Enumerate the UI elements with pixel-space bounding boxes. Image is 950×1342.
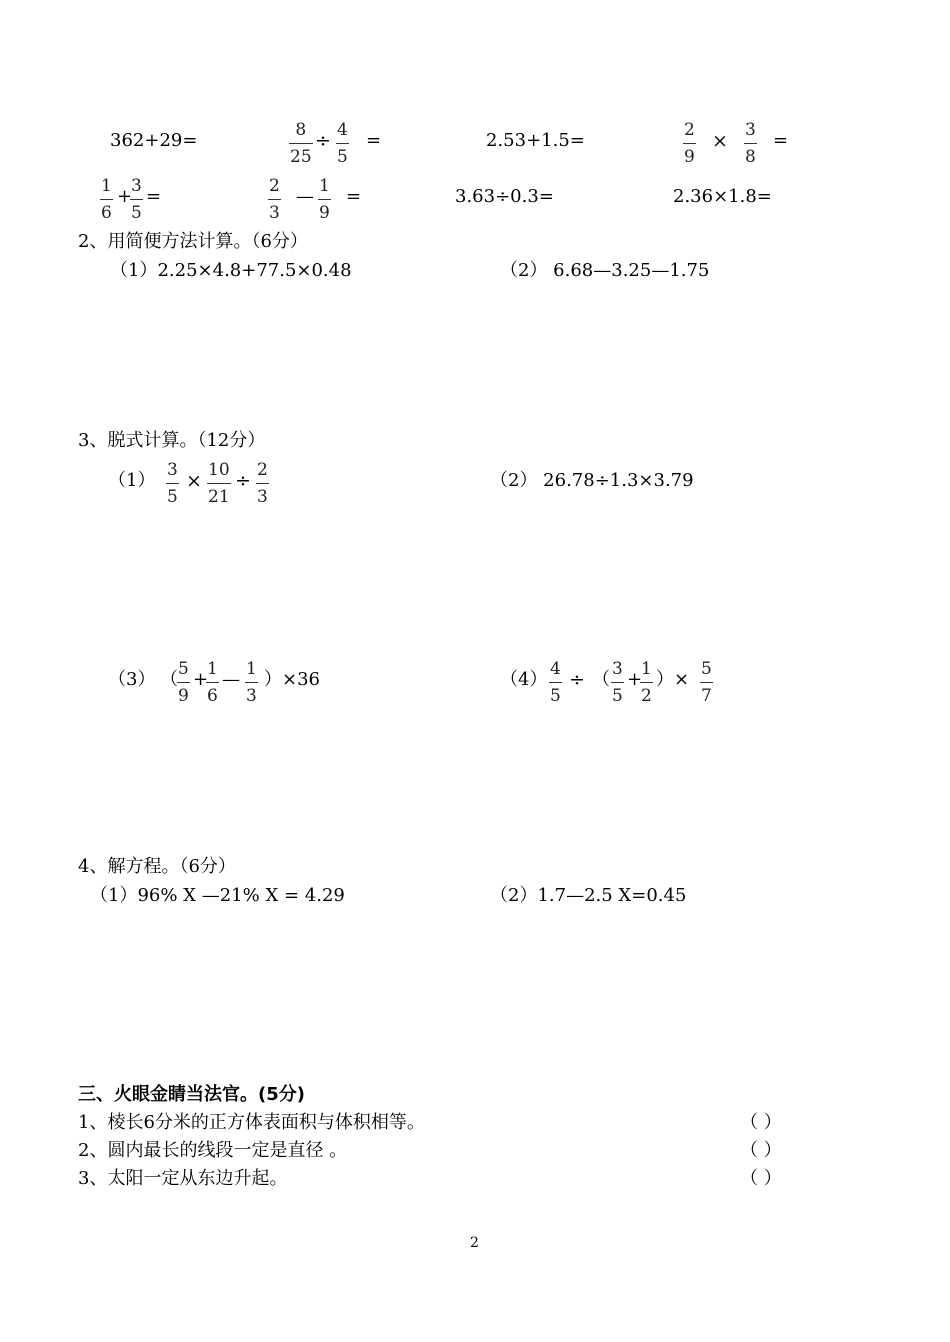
section-3-q3-label: （3）	[108, 669, 156, 690]
section-4-heading: 4、解方程。（6分）	[78, 856, 236, 877]
operator-multiply: ×	[186, 470, 202, 492]
fraction-2-3: 2 3	[269, 176, 280, 223]
equals-sign: =	[366, 130, 382, 151]
close-paren-times-36: ）×36	[264, 669, 320, 690]
fraction-4-5: 4 5	[337, 120, 348, 167]
fraction-1-9: 1 9	[319, 176, 330, 223]
judge-answer-blank-1[interactable]: （ ）	[740, 1112, 782, 1133]
open-paren: （	[160, 669, 178, 690]
numerator: 8	[295, 120, 307, 140]
fraction-10-21: 10 21	[208, 460, 230, 507]
fraction-4-5: 4 5	[550, 659, 561, 706]
judge-answer-blank-3[interactable]: （ ）	[740, 1168, 782, 1189]
fraction-8-25	[289, 122, 313, 166]
section-3-q4-label: （4）	[500, 669, 548, 690]
section-2-question-1: （1）2.25×4.8+77.5×0.48	[110, 260, 352, 281]
operator-divide: ÷	[569, 669, 585, 691]
problem-3-63-div-0-3: 3.63÷0.3=	[455, 186, 554, 207]
operator-divide: ÷	[315, 130, 331, 152]
operator-minus: —	[296, 186, 314, 207]
section-3-question-2: （2） 26.78÷1.3×3.79	[490, 470, 694, 491]
section-4-question-1: （1）96% X —21% X = 4.29	[90, 885, 345, 906]
operator-plus: +	[627, 669, 643, 690]
fraction-2-3: 2 3	[257, 460, 268, 507]
judge-item-3: 3、太阳一定从东边升起。	[78, 1168, 288, 1189]
equals-sign: =	[773, 130, 789, 151]
fraction-3-5: 3 5	[167, 460, 178, 507]
open-paren: （	[592, 669, 610, 690]
problem-2-36-times-1-8: 2.36×1.8=	[673, 186, 772, 207]
operator-minus: —	[222, 669, 240, 690]
operator-plus: +	[193, 669, 209, 690]
judge-item-1: 1、棱长6分米的正方体表面积与体积相等。	[78, 1112, 425, 1133]
fraction-1-3: 1 3	[246, 659, 257, 706]
section-2-question-2: （2） 6.68—3.25—1.75	[500, 260, 710, 281]
section-3-heading: 3、脱式计算。（12分）	[78, 430, 266, 451]
fraction-3-8: 3 8	[745, 120, 756, 167]
operator-multiply: ×	[712, 130, 728, 152]
fraction-5-7: 5 7	[701, 659, 712, 706]
operator-divide: ÷	[235, 470, 251, 492]
fraction-3-5: 3 5	[131, 176, 142, 223]
section-3-q1-label: （1）	[108, 470, 156, 491]
denominator: 25	[290, 147, 312, 167]
close-paren-times: ）×	[656, 669, 690, 690]
fraction-5-9: 5 9	[178, 659, 189, 706]
fraction-3-5: 3 5	[612, 659, 623, 706]
judge-item-2: 2、圆内最长的线段一定是直径 。	[78, 1140, 348, 1161]
fraction-1-6: 1 6	[101, 176, 112, 223]
equals-sign: =	[146, 186, 162, 207]
section-2-heading: 2、用简便方法计算。（6分）	[78, 231, 308, 252]
section-judge-heading: 三、火眼金睛当法官。(5分)	[78, 1084, 305, 1105]
equals-sign: =	[346, 186, 362, 207]
fraction-2-9: 2 9	[684, 120, 695, 167]
section-4-question-2: （2）1.7—2.5 X=0.45	[490, 885, 687, 906]
fraction-1-2: 1 2	[641, 659, 652, 706]
problem-2-53-plus-1-5: 2.53+1.5=	[486, 130, 585, 151]
problem-362-plus-29: 362+29=	[110, 130, 198, 151]
operator-plus: +	[117, 186, 133, 207]
page-number: 2	[470, 1235, 479, 1251]
judge-answer-blank-2[interactable]: （ ）	[740, 1140, 782, 1161]
fraction-1-6: 1 6	[207, 659, 218, 706]
